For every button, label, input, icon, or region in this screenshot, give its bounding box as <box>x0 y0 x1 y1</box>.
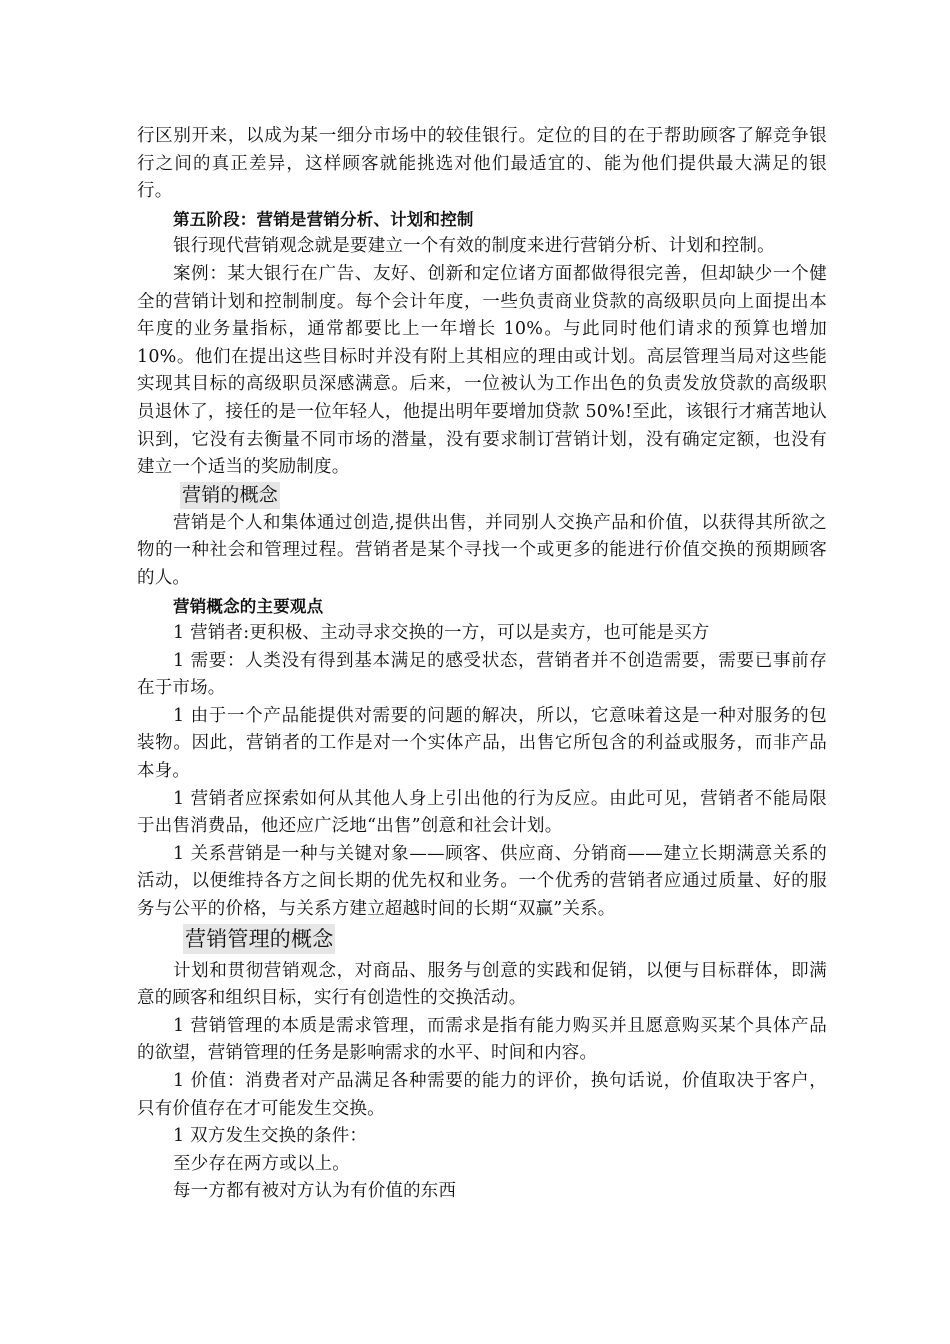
paragraph-bank-positioning: 行区别开来，以成为某一细分市场中的较佳银行。定位的目的在于帮助顾客了解竞争银行之间的真正差异，这样顾客就能挑选对他们最适宜的、能为他们提供最大满足的银行。 <box>137 126 827 202</box>
section-heading-marketing-management: 营销管理的概念 <box>183 924 335 954</box>
list-item-relationship: 1 关系营销是一种与关键对象——顾客、供应商、分销商——建立长期满意关系的活动，以便维持各方之间长期的优先权和业务。一个优秀的营销者应通过质量、好的服务与公平的价格，与关系方建立超越时间的长期“双赢”关系。 <box>137 843 827 920</box>
section-heading-row <box>137 924 827 956</box>
list-item-needs: 1 需要：人类没有得到基本满足的感受状态，营销者并不创造需要，需要已事前存在于市场。 <box>137 650 827 699</box>
condition-value: 每一方都有被对方认为有价值的东西 <box>173 1181 457 1202</box>
paragraph-marketing-definition: 营销是个人和集体通过创造,提供出售，并同别人交换产品和价值，以获得其所欲之物的一种社会和管理过程。营销者是某个寻找一个或更多的能进行价值交换的预期顾客的人。 <box>137 512 827 588</box>
list-item-marketer: 1 营销者:更积极、主动寻求交换的一方，可以是卖方，也可能是买方 <box>173 623 710 644</box>
heading-main-views: 营销概念的主要观点 <box>173 596 324 616</box>
list-item-demand-management: 1 营销管理的本质是需求管理，而需求是指有能力购买并且愿意购买某个具体产品的欲望，营销管理的任务是影响需求的水平、时间和内容。 <box>137 1015 827 1064</box>
list-item-value: 1 价值：消费者对产品满足各种需要的能力的评价，换句话说，价值取决于客户，只有价值存在才可能发生交换。 <box>137 1071 827 1119</box>
paragraph-modern-marketing: 银行现代营销观念就是要建立一个有效的制度来进行营销分析、计划和控制。 <box>173 236 775 257</box>
section-heading-marketing-concept: 营销的概念 <box>180 482 280 509</box>
heading-stage-five: 第五阶段：营销是营销分析、计划和控制 <box>173 209 474 229</box>
list-item-behavior: 1 营销者应探索如何从其他人身上引出他的行为反应。由此可见，营销者不能局限于出售消费品，他还应广泛地“出售”创意和社会计划。 <box>137 788 827 837</box>
list-item-exchange-conditions: 1 双方发生交换的条件： <box>173 1126 368 1147</box>
section-heading-row <box>137 482 827 510</box>
list-item-product: 1 由于一个产品能提供对需要的问题的解决，所以，它意味着这是一种对服务的包装物。因此，营销者的工作是对一个实体产品，出售它所包含的利益或服务，而非产品本身。 <box>137 705 827 782</box>
paragraph-case-study: 案例：某大银行在广告、友好、创新和定位诸方面都做得很完善，但却缺少一个健全的营销计划和控制制度。每个会计年度，一些负责商业贷款的高级职员向上面提出本年度的业务量指标，通常都要比上一年增长 10%。与此同时他们请求的预算也增加 10%。他们在提出这些目标时并没有附上其相应的理由或计划。高层管理当局对这些能实现其目标的高级职员深感满意。后来，一位被认为工作出色的负责发放贷款的高级职员退休了，接任的是一位年轻人，他提出明年要增加贷款 50%!至此，该银行才痛苦地认识到，它没有去衡量不同市场的潜量，没有要求制订营销计划，没有确定定额，也没有建立一个适当的奖励制度。 <box>137 263 827 478</box>
document-body <box>137 123 827 1206</box>
paragraph-management-definition: 计划和贯彻营销观念，对商品、服务与创意的实践和促销，以便与目标群体，即满意的顾客和组织目标，实行有创造性的交换活动。 <box>137 960 827 1009</box>
condition-two-parties: 至少存在两方或以上。 <box>173 1153 350 1174</box>
